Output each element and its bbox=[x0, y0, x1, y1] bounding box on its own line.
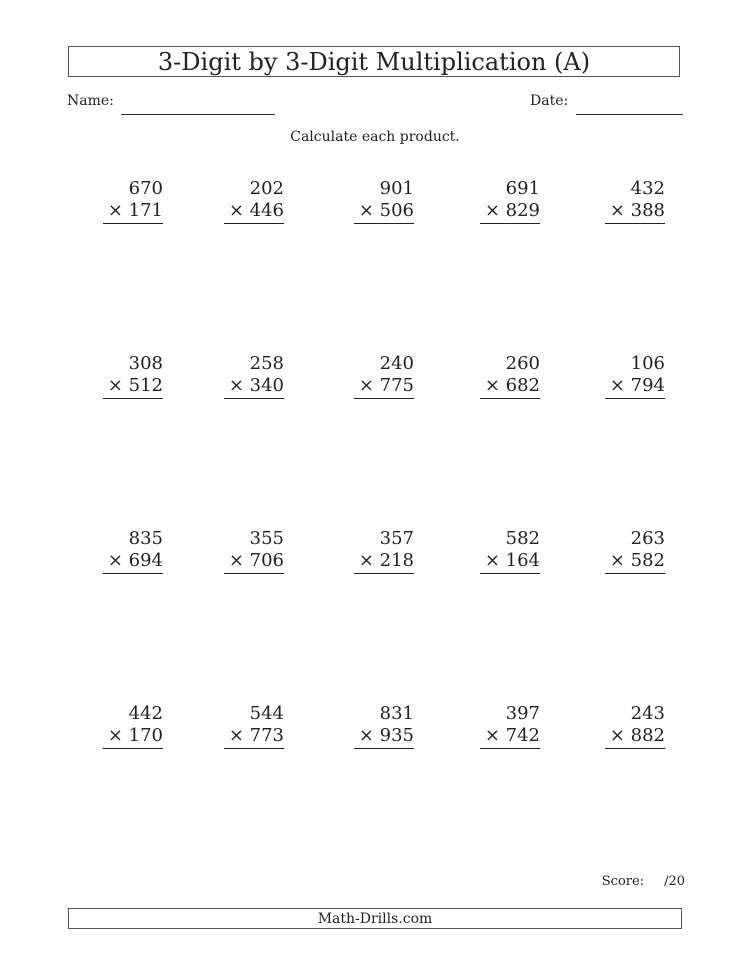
multiplicand: 831 bbox=[379, 703, 414, 724]
score bbox=[602, 874, 685, 889]
multiplier: 512 bbox=[128, 375, 163, 396]
multiplier-row bbox=[480, 375, 540, 399]
problem-1 bbox=[103, 178, 163, 224]
multiplicand: 670 bbox=[128, 178, 163, 199]
times-icon: × bbox=[609, 550, 625, 571]
times-icon: × bbox=[228, 550, 244, 571]
multiplier: 171 bbox=[128, 200, 163, 221]
times-icon: × bbox=[228, 200, 244, 221]
multiplier-row bbox=[103, 725, 163, 749]
date-line[interactable] bbox=[576, 114, 683, 115]
multiplicand: 357 bbox=[379, 528, 414, 549]
multiplicand: 308 bbox=[128, 353, 163, 374]
multiplier-row bbox=[480, 550, 540, 574]
multiplier-row bbox=[103, 200, 163, 224]
multiplicand: 260 bbox=[505, 353, 540, 374]
multiplicand: 263 bbox=[630, 528, 665, 549]
multiplier-row bbox=[224, 375, 284, 399]
problem-3 bbox=[354, 178, 414, 224]
times-icon: × bbox=[107, 725, 123, 746]
multiplier: 218 bbox=[379, 550, 414, 571]
problem-8 bbox=[354, 353, 414, 399]
multiplier: 775 bbox=[379, 375, 414, 396]
problem-10 bbox=[605, 353, 665, 399]
problem-17 bbox=[224, 703, 284, 749]
problem-11 bbox=[103, 528, 163, 574]
multiplier-row bbox=[605, 550, 665, 574]
multiplier-row bbox=[103, 375, 163, 399]
multiplier: 682 bbox=[505, 375, 540, 396]
multiplier-row bbox=[605, 200, 665, 224]
problem-5 bbox=[605, 178, 665, 224]
multiplier: 706 bbox=[249, 550, 284, 571]
problem-20 bbox=[605, 703, 665, 749]
problem-12 bbox=[224, 528, 284, 574]
problem-14 bbox=[480, 528, 540, 574]
instruction: Calculate each product. bbox=[290, 129, 460, 145]
title-text: 3-Digit by 3-Digit Multiplication (A) bbox=[157, 47, 591, 76]
problem-2 bbox=[224, 178, 284, 224]
multiplicand: 355 bbox=[249, 528, 284, 549]
score-total: /20 bbox=[664, 874, 685, 889]
multiplier: 773 bbox=[249, 725, 284, 746]
multiplier: 794 bbox=[630, 375, 665, 396]
multiplier: 694 bbox=[128, 550, 163, 571]
multiplier: 506 bbox=[379, 200, 414, 221]
times-icon: × bbox=[228, 725, 244, 746]
times-icon: × bbox=[107, 550, 123, 571]
footer-text: Math-Drills.com bbox=[317, 910, 433, 927]
multiplier-row bbox=[354, 725, 414, 749]
multiplicand: 691 bbox=[505, 178, 540, 199]
times-icon: × bbox=[484, 725, 500, 746]
footer bbox=[68, 908, 682, 929]
problem-4 bbox=[480, 178, 540, 224]
times-icon: × bbox=[358, 375, 374, 396]
problem-16 bbox=[103, 703, 163, 749]
times-icon: × bbox=[107, 200, 123, 221]
multiplier: 340 bbox=[249, 375, 284, 396]
multiplicand: 835 bbox=[128, 528, 163, 549]
times-icon: × bbox=[609, 200, 625, 221]
multiplicand: 243 bbox=[630, 703, 665, 724]
worksheet-title bbox=[68, 46, 680, 77]
multiplier: 164 bbox=[505, 550, 540, 571]
multiplier-row bbox=[224, 550, 284, 574]
multiplicand: 106 bbox=[630, 353, 665, 374]
multiplier-row bbox=[480, 725, 540, 749]
problem-13 bbox=[354, 528, 414, 574]
problem-18 bbox=[354, 703, 414, 749]
name-line[interactable] bbox=[121, 114, 275, 115]
times-icon: × bbox=[609, 725, 625, 746]
multiplicand: 442 bbox=[128, 703, 163, 724]
multiplicand: 202 bbox=[249, 178, 284, 199]
times-icon: × bbox=[228, 375, 244, 396]
times-icon: × bbox=[358, 725, 374, 746]
multiplier-row bbox=[354, 550, 414, 574]
times-icon: × bbox=[107, 375, 123, 396]
multiplier-row bbox=[354, 375, 414, 399]
multiplicand: 240 bbox=[379, 353, 414, 374]
name-label: Name: bbox=[67, 93, 114, 109]
problem-6 bbox=[103, 353, 163, 399]
multiplicand: 258 bbox=[249, 353, 284, 374]
multiplicand: 544 bbox=[249, 703, 284, 724]
multiplier: 446 bbox=[249, 200, 284, 221]
times-icon: × bbox=[484, 550, 500, 571]
times-icon: × bbox=[358, 550, 374, 571]
problem-7 bbox=[224, 353, 284, 399]
problem-9 bbox=[480, 353, 540, 399]
multiplier-row bbox=[480, 200, 540, 224]
multiplicand: 582 bbox=[505, 528, 540, 549]
times-icon: × bbox=[609, 375, 625, 396]
multiplier-row bbox=[354, 200, 414, 224]
times-icon: × bbox=[484, 375, 500, 396]
multiplier: 742 bbox=[505, 725, 540, 746]
multiplier-row bbox=[224, 200, 284, 224]
multiplier-row bbox=[224, 725, 284, 749]
multiplicand: 432 bbox=[630, 178, 665, 199]
multiplier: 582 bbox=[630, 550, 665, 571]
date-label: Date: bbox=[530, 93, 569, 109]
multiplier: 935 bbox=[379, 725, 414, 746]
times-icon: × bbox=[358, 200, 374, 221]
multiplier: 829 bbox=[505, 200, 540, 221]
multiplicand: 901 bbox=[379, 178, 414, 199]
multiplicand: 397 bbox=[505, 703, 540, 724]
problem-15 bbox=[605, 528, 665, 574]
score-label: Score: bbox=[601, 874, 645, 889]
problem-19 bbox=[480, 703, 540, 749]
times-icon: × bbox=[484, 200, 500, 221]
multiplier: 170 bbox=[128, 725, 163, 746]
multiplier-row bbox=[103, 550, 163, 574]
multiplier: 388 bbox=[630, 200, 665, 221]
multiplier-row bbox=[605, 375, 665, 399]
multiplier-row bbox=[605, 725, 665, 749]
multiplier: 882 bbox=[630, 725, 665, 746]
